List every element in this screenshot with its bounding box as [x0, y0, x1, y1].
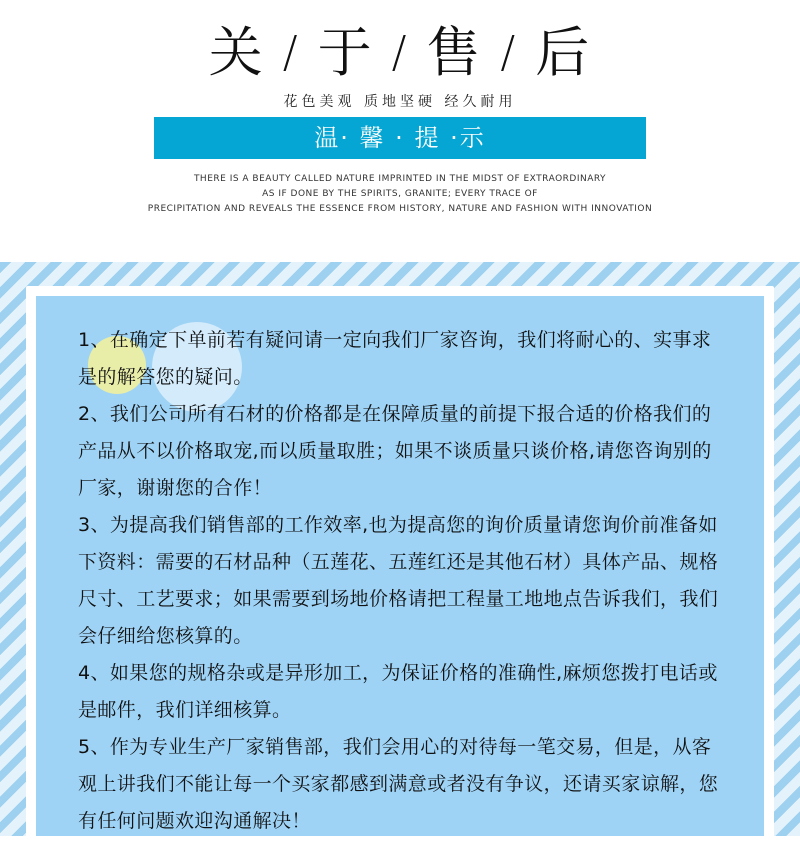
note-item: 2、我们公司所有石材的价格都是在保障质量的前提下报合适的价格我们的产品从不以价格取宠,而以质量取胜；如果不谈质量只谈价格,请您咨询别的厂家，谢谢您的合作！ — [78, 403, 712, 499]
title-separator: / — [282, 27, 300, 78]
english-line: AS IF DONE BY THE SPIRITS, GRANITE; EVERY TRACE OF — [262, 189, 538, 199]
notes-list — [78, 322, 728, 840]
note-item: 1、在确定下单前若有疑问请一定向我们厂家咨询，我们将耐心的、实事求是的解答您的疑问。 — [78, 329, 712, 388]
header — [0, 0, 800, 262]
english-caption — [100, 172, 700, 217]
title-char: 售 — [426, 21, 483, 84]
title-char: 于 — [317, 21, 374, 84]
title-char: 后 — [535, 21, 592, 84]
title-separator: / — [500, 27, 518, 78]
note-item: 3、为提高我们销售部的工作效率,也为提高您的询价质量请您询价前准备如下资料：需要的石材品种（五莲花、五莲红还是其他石材）具体产品、规格尺寸、工艺要求；如果需要到场地价格请把工程量工地地点告诉我们，我们会仔细给您核算的。 — [78, 514, 719, 647]
page-title — [0, 18, 800, 88]
subtitle: 花色美观 质地坚硬 经久耐用 — [283, 94, 517, 110]
english-line: THERE IS A BEAUTY CALLED NATURE IMPRINTED IN THE MIDST OF EXTRAORDINARY — [193, 174, 607, 184]
title-char: 关 — [208, 21, 265, 84]
notice-banner: 温· 馨 · 提 ·示 — [154, 117, 646, 159]
note-item: 4、如果您的规格杂或是异形加工，为保证价格的准确性,麻烦您拨打电话或是邮件，我们详细核算。 — [78, 662, 718, 721]
english-line: PRECIPITATION AND REVEALS THE ESSENCE FROM HISTORY, NATURE AND FASHION WITH INNOVATION — [147, 204, 653, 214]
note-item: 5、作为专业生产厂家销售部，我们会用心的对待每一笔交易，但是，从客观上讲我们不能让每一个买家都感到满意或者没有争议，还请买家谅解，您有任何问题欢迎沟通解决！ — [78, 736, 719, 832]
title-separator: / — [391, 27, 409, 78]
